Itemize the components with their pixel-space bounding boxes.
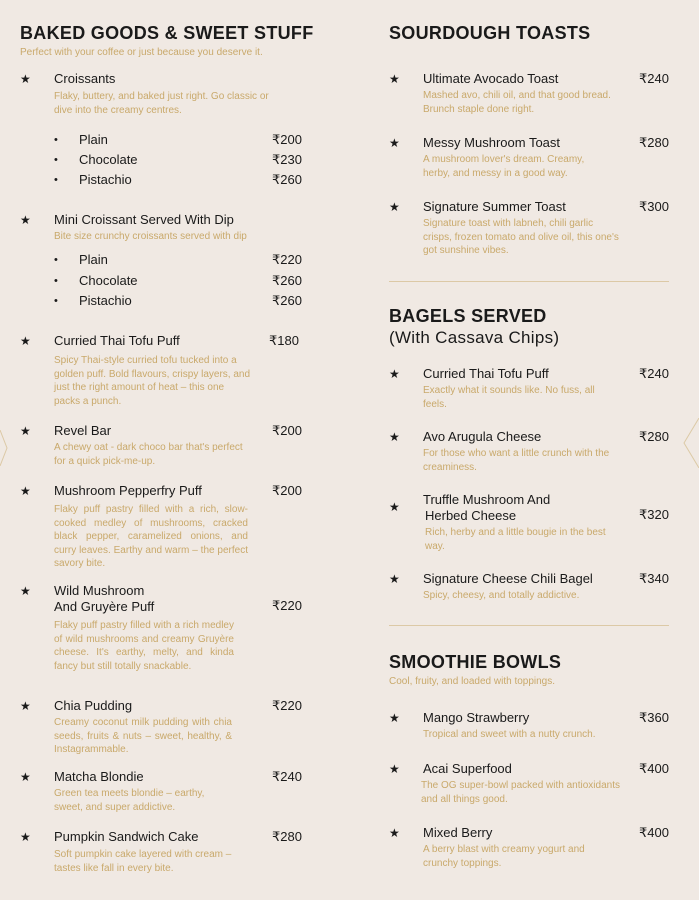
- section-subtitle: Perfect with your coffee or just because you deserve it.: [20, 47, 263, 58]
- option-row: [20, 273, 302, 289]
- item-description: A mushroom lover's dream. Creamy, herby, and messy in a good way.: [423, 154, 585, 179]
- item-name: Signature Summer Toast: [423, 199, 566, 214]
- item-name: Acai Superfood: [423, 761, 512, 776]
- star-icon: ★: [389, 826, 400, 840]
- section-title: BAGELS SERVED: [389, 306, 547, 326]
- item-name: Ultimate Avocado Toast: [423, 71, 559, 86]
- menu-item-matcha-blondie: [20, 769, 302, 814]
- option-name: Pistachio: [79, 172, 132, 187]
- baked-goods-column: [20, 0, 314, 900]
- section-title-sub: (With Cassava Chips): [389, 328, 560, 347]
- item-description: Exactly what it sounds like. No fuss, all feels.: [423, 385, 595, 410]
- baked-goods-header: [20, 23, 314, 59]
- item-price: ₹200: [272, 483, 302, 498]
- option-price: ₹230: [272, 152, 302, 167]
- star-icon: ★: [389, 711, 400, 725]
- section-subtitle: Cool, fruity, and loaded with toppings.: [389, 676, 556, 687]
- menu-item-truffle-mushroom-bagel: [389, 492, 669, 557]
- menu-item-mini-croissant: [20, 212, 302, 312]
- menu-item-revel-bar: [20, 423, 302, 473]
- option-name: Plain: [79, 252, 108, 267]
- option-row: [20, 132, 302, 148]
- star-icon: ★: [389, 72, 400, 86]
- option-row: [20, 252, 302, 268]
- star-icon: ★: [20, 72, 31, 86]
- menu-item-acai-superfood: [389, 761, 669, 811]
- item-name: Mushroom Pepperfry Puff: [54, 483, 202, 498]
- item-price: ₹280: [639, 135, 669, 150]
- menu-item-avo-arugula-cheese: [389, 429, 669, 479]
- item-description: Tropical and sweet with a nutty crunch.: [423, 729, 596, 740]
- item-name: Mixed Berry: [423, 825, 493, 840]
- right-column: [389, 0, 669, 900]
- item-name: Avo Arugula Cheese: [423, 429, 542, 444]
- item-description: Spicy, cheesy, and totally addictive.: [423, 590, 580, 601]
- section-divider: [389, 625, 669, 626]
- item-name: Pumpkin Sandwich Cake: [54, 829, 199, 844]
- item-name-line1: Wild Mushroom: [54, 583, 145, 598]
- item-description: Spicy Thai-style curried tofu tucked into a golden puff. Bold flavours, crispy layers, and just the right amount of heat – this one packs a punch.: [54, 355, 251, 407]
- item-name: Messy Mushroom Toast: [423, 135, 561, 150]
- item-description: Flaky, buttery, and baked just right. Go classic or dive into the creamy centres.: [54, 91, 269, 116]
- option-name: Chocolate: [79, 152, 138, 167]
- item-description: Soft pumpkin cake layered with cream – tastes like fall in every bite.: [54, 849, 232, 874]
- star-icon: ★: [389, 500, 400, 514]
- item-name: Curried Thai Tofu Puff: [54, 333, 180, 348]
- menu-item-bagel-tofu-puff: [389, 366, 669, 416]
- star-icon: ★: [389, 136, 400, 150]
- section-title: SOURDOUGH TOASTS: [389, 23, 591, 43]
- item-name: Mango Strawberry: [423, 710, 530, 725]
- item-name: Croissants: [54, 71, 116, 86]
- star-icon: ★: [20, 213, 31, 227]
- star-icon: ★: [20, 424, 31, 438]
- menu-item-wild-mushroom-gruyere-puff: [20, 583, 302, 688]
- item-description: The OG super-bowl packed with antioxidants and all things good.: [421, 780, 620, 805]
- bullet-icon: •: [54, 295, 58, 307]
- bullet-icon: •: [54, 254, 58, 266]
- option-price: ₹260: [272, 273, 302, 288]
- item-price: ₹240: [272, 769, 302, 784]
- option-row: [20, 293, 302, 309]
- item-price: ₹300: [639, 199, 669, 214]
- item-name: Mini Croissant Served With Dip: [54, 212, 234, 227]
- menu-item-mixed-berry: [389, 825, 669, 875]
- star-icon: ★: [20, 584, 31, 598]
- menu-item-pumpkin-sandwich-cake: [20, 829, 302, 877]
- item-name: Signature Cheese Chili Bagel: [423, 571, 593, 586]
- menu-item-cheese-chili-bagel: [389, 571, 669, 606]
- item-description: Bite size crunchy croissants served with dip: [54, 231, 247, 242]
- item-description: A berry blast with creamy yogurt and crunchy toppings.: [423, 844, 585, 869]
- menu-item-summer-toast: [389, 199, 669, 261]
- item-description: Creamy coconut milk pudding with chia seeds, fruits & nuts – sweet, healthy, & Instagrammable.: [54, 717, 232, 755]
- menu-item-mushroom-pepperfry-puff: [20, 483, 302, 578]
- item-name: Matcha Blondie: [54, 769, 144, 784]
- item-price: ₹220: [272, 598, 302, 613]
- bullet-icon: •: [54, 134, 58, 146]
- option-price: ₹260: [272, 172, 302, 187]
- bagels-header: [389, 306, 559, 348]
- item-description: Flaky puff pastry filled with a rich medley of wild mushrooms and creamy Gruyère cheese. It's earthy, melty, and kinda fancy but still totally snackable.: [54, 620, 234, 672]
- item-name: Chia Pudding: [54, 698, 133, 713]
- star-icon: ★: [389, 430, 400, 444]
- item-price: ₹360: [639, 710, 669, 725]
- item-price: ₹240: [639, 71, 669, 86]
- option-price: ₹220: [272, 252, 302, 267]
- star-icon: ★: [20, 699, 31, 713]
- menu-item-mushroom-toast: [389, 135, 669, 185]
- bullet-icon: •: [54, 174, 58, 186]
- item-price: ₹280: [272, 829, 302, 844]
- item-name-line2: Herbed Cheese: [425, 508, 517, 523]
- item-price: ₹200: [272, 423, 302, 438]
- item-description: Mashed avo, chili oil, and that good bread. Brunch staple done right.: [423, 90, 611, 115]
- option-price: ₹200: [272, 132, 302, 147]
- item-description: A chewy oat - dark choco bar that's perfect for a quick pick-me-up.: [54, 442, 243, 467]
- menu-item-curried-tofu-puff: [20, 333, 302, 413]
- left-edge-chevron-icon: [0, 430, 8, 466]
- item-price: ₹280: [639, 429, 669, 444]
- item-name: Revel Bar: [54, 423, 112, 438]
- item-price: ₹400: [639, 825, 669, 840]
- item-price: ₹220: [272, 698, 302, 713]
- item-name-line2: And Gruyère Puff: [54, 599, 155, 614]
- star-icon: ★: [20, 484, 31, 498]
- item-description: Rich, herby and a little bougie in the best way.: [425, 527, 606, 552]
- option-row: [20, 172, 302, 188]
- option-name: Chocolate: [79, 273, 138, 288]
- star-icon: ★: [20, 334, 31, 348]
- section-title: BAKED GOODS & SWEET STUFF: [20, 23, 314, 43]
- item-name-line1: Truffle Mushroom And: [423, 492, 551, 507]
- star-icon: ★: [389, 762, 400, 776]
- item-description: Green tea meets blondie – earthy, sweet, and super addictive.: [54, 788, 205, 813]
- item-price: ₹340: [639, 571, 669, 586]
- star-icon: ★: [20, 830, 31, 844]
- menu-item-chia-pudding: [20, 698, 302, 758]
- bullet-icon: •: [54, 154, 58, 166]
- item-price: ₹180: [269, 333, 299, 348]
- menu-item-mango-strawberry: [389, 710, 669, 745]
- option-row: [20, 152, 302, 168]
- star-icon: ★: [389, 572, 400, 586]
- option-price: ₹260: [272, 293, 302, 308]
- section-divider: [389, 281, 669, 282]
- section-title: SMOOTHIE BOWLS: [389, 652, 562, 672]
- bullet-icon: •: [54, 275, 58, 287]
- item-description: Flaky puff pastry filled with a rich, slow-cooked medley of mushrooms, cracked black pepper, caramelized onions, and curry leaves. Earthy and warm – the perfect savory bite.: [54, 504, 248, 569]
- option-name: Pistachio: [79, 293, 132, 308]
- right-edge-chevron-icon: [683, 418, 699, 468]
- star-icon: ★: [389, 367, 400, 381]
- item-name: Curried Thai Tofu Puff: [423, 366, 549, 381]
- item-price: ₹320: [639, 507, 669, 522]
- option-name: Plain: [79, 132, 108, 147]
- star-icon: ★: [20, 770, 31, 784]
- item-price: ₹400: [639, 761, 669, 776]
- menu-item-avocado-toast: [389, 71, 669, 121]
- item-description: For those who want a little crunch with the creaminess.: [423, 448, 610, 473]
- item-description: Signature toast with labneh, chili garlic crisps, frozen tomato and olive oil, this one's got sunshine vibes.: [423, 218, 619, 256]
- star-icon: ★: [389, 200, 400, 214]
- smoothie-header: [389, 652, 561, 688]
- item-price: ₹240: [639, 366, 669, 381]
- menu-item-croissants: [20, 71, 302, 201]
